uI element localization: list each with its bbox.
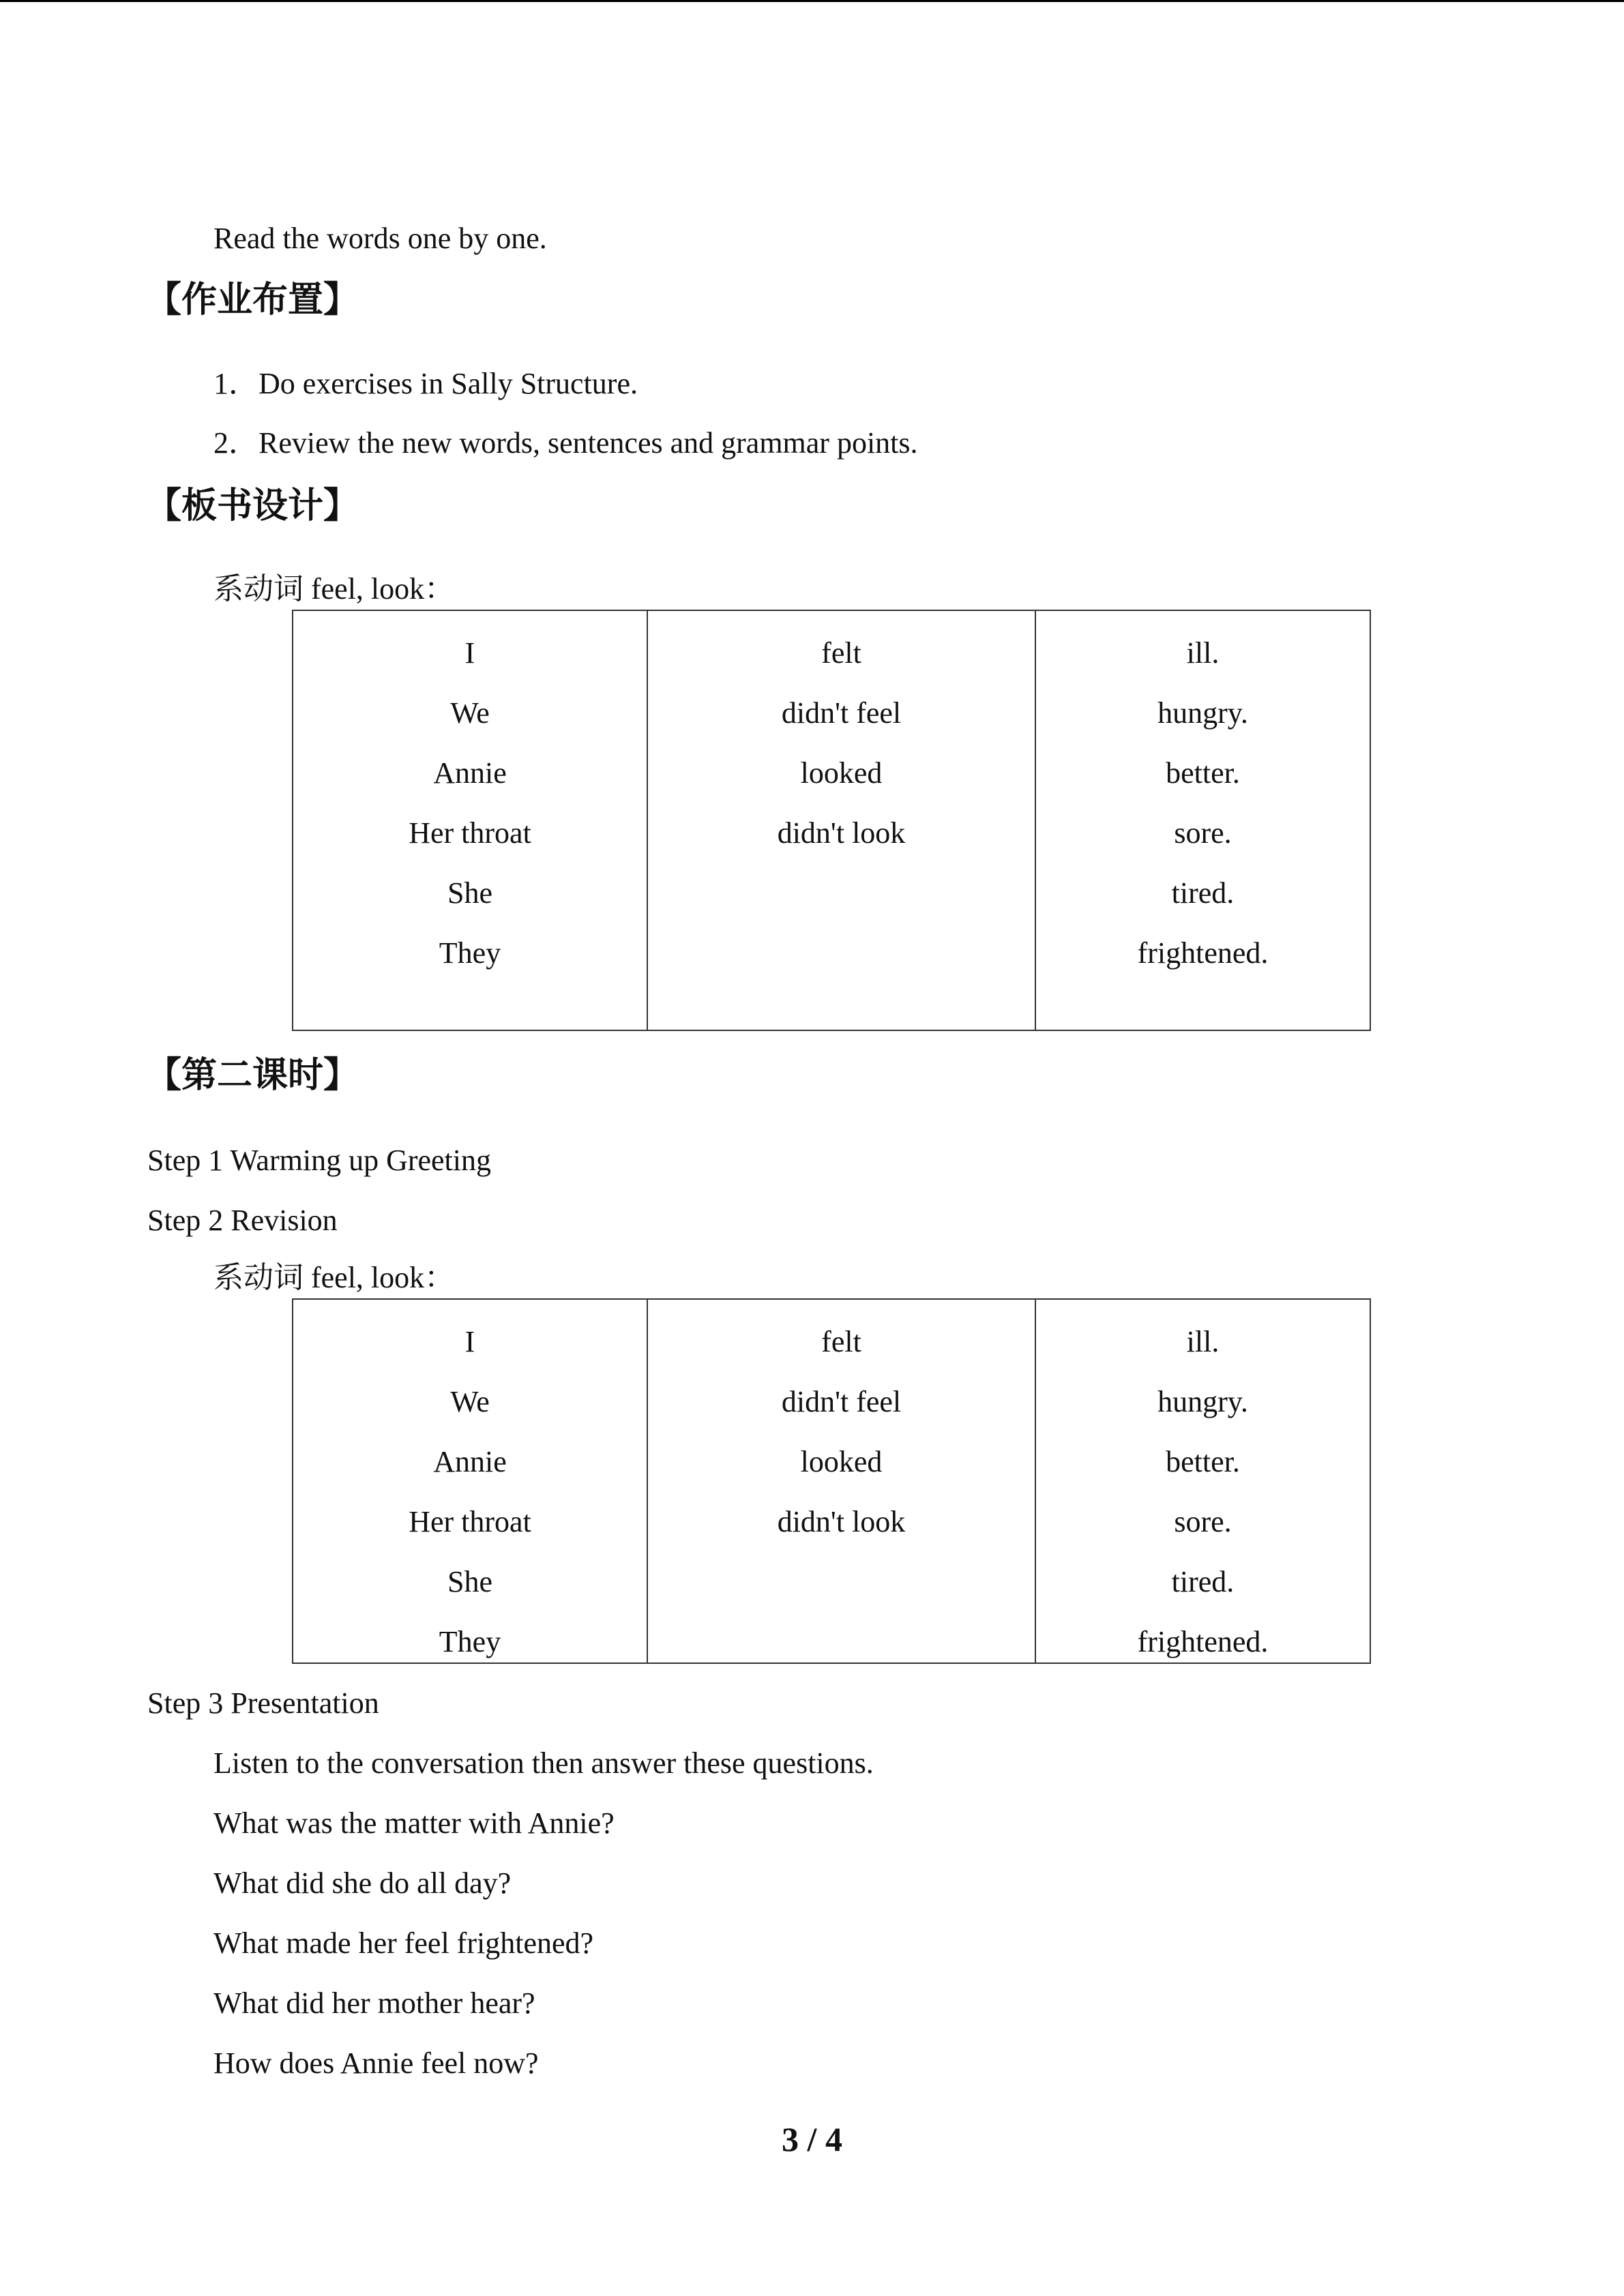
table-cell: didn't look — [777, 1505, 906, 1538]
question-line: How does Annie feel now? — [213, 2046, 539, 2080]
question-line: What was the matter with Annie? — [213, 1806, 615, 1840]
revision-table — [292, 1298, 1371, 1664]
table-cell: felt — [821, 636, 861, 670]
homework-item-2: 2．Review the new words, sentences and grammar points. — [213, 426, 918, 460]
subjects-column — [293, 610, 647, 1030]
board-design-table — [292, 610, 1371, 1031]
table-cell: hungry. — [1157, 1385, 1248, 1418]
table-cell: better. — [1166, 1445, 1240, 1478]
table-cell: They — [439, 936, 501, 970]
table-cell: looked — [800, 756, 883, 790]
adjectives-column — [1035, 1299, 1370, 1663]
table-cell: Her throat — [409, 816, 531, 850]
intro-line: Read the words one by one. — [213, 222, 547, 255]
table-cell: Her throat — [409, 1505, 531, 1538]
verbs-column — [647, 1299, 1035, 1663]
table-cell: tired. — [1171, 876, 1235, 910]
board-design-heading: 【板书设计】 — [146, 486, 359, 526]
verbs-column — [647, 610, 1035, 1030]
homework-heading: 【作业布置】 — [146, 280, 359, 320]
subjects-column — [293, 1299, 647, 1663]
question-line: What made her feel frightened? — [213, 1926, 594, 1960]
question-line: What did her mother hear? — [213, 1986, 535, 2020]
table-cell: I — [464, 1325, 475, 1358]
table-cell: didn't feel — [781, 1385, 902, 1418]
table-cell: She — [447, 876, 492, 910]
table-cell: She — [447, 1565, 492, 1598]
top-border — [0, 0, 1624, 2]
table-cell: sore. — [1174, 1505, 1232, 1538]
question-line: Listen to the conversation then answer these questions. — [213, 1746, 874, 1780]
table-cell: frightened. — [1137, 936, 1269, 970]
table-cell: looked — [800, 1445, 883, 1478]
table-cell: tired. — [1171, 1565, 1235, 1598]
page-number: 3 / 4 — [782, 2120, 842, 2158]
table-cell: better. — [1166, 756, 1240, 790]
table-cell: Annie — [433, 1445, 507, 1478]
lesson2-heading: 【第二课时】 — [146, 1055, 359, 1096]
table-cell: didn't feel — [781, 696, 902, 730]
lesson2-caption: 系动词 feel, look： — [213, 1261, 455, 1294]
table-cell: ill. — [1186, 636, 1220, 670]
adjectives-column — [1035, 610, 1370, 1030]
question-line: What did she do all day? — [213, 1866, 512, 1900]
table-cell: frightened. — [1137, 1625, 1269, 1658]
step-3: Step 3 Presentation — [147, 1686, 379, 1720]
table-cell: I — [464, 636, 475, 670]
table-cell: We — [450, 1385, 490, 1418]
table-cell: felt — [821, 1325, 861, 1358]
table-cell: hungry. — [1157, 696, 1248, 730]
board-design-caption: 系动词 feel, look： — [213, 572, 455, 606]
table-cell: sore. — [1174, 816, 1232, 850]
table-cell: They — [439, 1625, 501, 1658]
step-1: Step 1 Warming up Greeting — [147, 1144, 492, 1177]
homework-item-1: 1．Do exercises in Sally Structure. — [213, 367, 638, 400]
table-cell: Annie — [433, 756, 507, 790]
table-cell: ill. — [1186, 1325, 1220, 1358]
table-cell: We — [450, 696, 490, 730]
table-cell: didn't look — [777, 816, 906, 850]
step-2: Step 2 Revision — [147, 1204, 338, 1237]
